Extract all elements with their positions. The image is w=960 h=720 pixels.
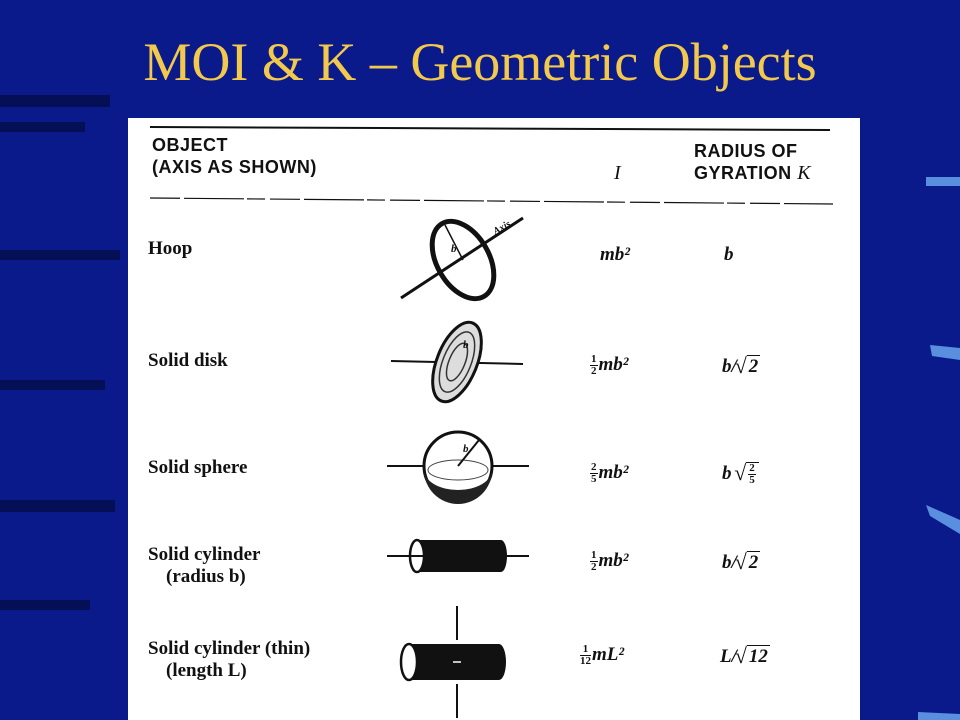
row-label-hoop: Hoop bbox=[148, 238, 193, 259]
row-label-solid-cylinder: Solid cylinder (radius b) bbox=[148, 544, 261, 587]
col-header-k bbox=[694, 140, 811, 184]
moi-solid-sphere: $\frac{2}{5}$ mb² bbox=[591, 461, 629, 486]
k-hoop: b bbox=[724, 244, 734, 265]
row-label-solid-sphere: Solid sphere bbox=[148, 457, 248, 478]
moi-table-sheet bbox=[128, 118, 860, 720]
hoop-axis-label: Axis bbox=[491, 218, 513, 238]
moi-solid-disk: $\frac{1}{2}$ mb² bbox=[591, 353, 629, 378]
sphere-figure bbox=[383, 426, 533, 506]
col-header-object-line1: OBJECT bbox=[152, 135, 229, 155]
col-header-object-line2: (AXIS AS SHOWN) bbox=[152, 157, 317, 177]
col-header-k-symbol: K bbox=[797, 162, 812, 184]
col-header-object bbox=[152, 134, 317, 178]
moi-hoop: mb² bbox=[600, 244, 630, 265]
moi-thin-cylinder: $\frac{1}{12}$ mL² bbox=[580, 643, 625, 668]
slide-title: MOI & K – Geometric Objects bbox=[143, 32, 817, 92]
thin-cylinder-figure bbox=[393, 604, 513, 720]
row-label-thin-cylinder: Solid cylinder (thin) (length L) bbox=[148, 638, 311, 681]
sphere-b-label: b bbox=[463, 443, 469, 455]
hoop-b-label: b bbox=[451, 243, 457, 255]
col-header-k-line1: RADIUS OF bbox=[694, 141, 798, 161]
k-solid-cylinder: b/√ 2 bbox=[722, 552, 760, 574]
disk-b-label: b bbox=[463, 339, 469, 351]
row-label-solid-disk: Solid disk bbox=[148, 350, 228, 371]
hoop-figure bbox=[393, 200, 533, 310]
moi-solid-cylinder: $\frac{1}{2}$ mb² bbox=[591, 549, 629, 574]
disk-figure bbox=[383, 316, 533, 408]
cylinder-figure bbox=[383, 530, 533, 582]
k-thin-cylinder: L/√ 12 bbox=[720, 646, 770, 668]
col-header-moi: I bbox=[614, 162, 621, 184]
k-solid-disk: b/√ 2 bbox=[722, 356, 760, 378]
k-solid-sphere: b √ $\frac{2}{5}$ bbox=[722, 463, 759, 486]
col-header-k-line2: GYRATION K bbox=[694, 162, 812, 184]
